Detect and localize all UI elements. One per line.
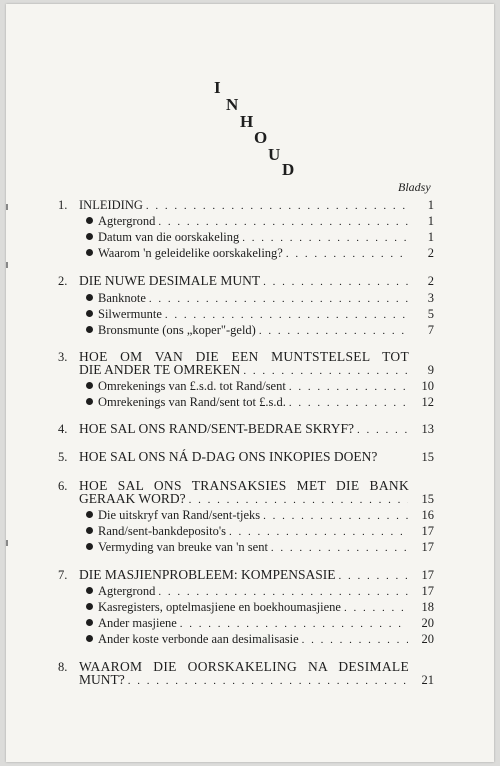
title-letter: D bbox=[282, 160, 295, 179]
leader-dots bbox=[286, 246, 408, 262]
page-number: 20 bbox=[421, 616, 434, 630]
bullet-icon bbox=[86, 326, 93, 333]
page-number: 17 bbox=[421, 524, 434, 538]
page-number: 2 bbox=[427, 274, 434, 288]
leader-dots bbox=[229, 524, 408, 540]
leader-dots bbox=[242, 230, 408, 246]
subentry-label: Banknote bbox=[98, 291, 146, 305]
page-number: 7 bbox=[427, 323, 434, 337]
subentry-label: Omrekenings van Rand/sent tot £.s.d. bbox=[98, 395, 286, 409]
toc-entry[interactable] bbox=[79, 567, 434, 583]
section-number: 5. bbox=[58, 450, 68, 464]
leader-dots bbox=[289, 379, 408, 395]
margin-mark bbox=[6, 204, 8, 210]
page-number: 3 bbox=[427, 291, 434, 305]
toc-subentry[interactable] bbox=[86, 631, 434, 647]
toc-entry[interactable] bbox=[79, 273, 434, 289]
toc-subentry[interactable] bbox=[86, 290, 434, 306]
toc-subentry[interactable] bbox=[86, 539, 434, 555]
page-column-label: Bladsy bbox=[398, 180, 431, 194]
page-number: 15 bbox=[421, 450, 434, 464]
subentry-label: Vermyding van breuke van 'n sent bbox=[98, 540, 268, 554]
section-title-line: GERAAK WORD? bbox=[79, 491, 186, 506]
bullet-icon bbox=[86, 310, 93, 317]
leader-dots bbox=[357, 422, 408, 438]
section-title: DIE MASJIENPROBLEEM: KOMPENSASIE bbox=[79, 567, 336, 582]
page-number: 17 bbox=[421, 584, 434, 598]
toc-subentry[interactable] bbox=[86, 615, 434, 631]
page-number: 12 bbox=[421, 395, 434, 409]
subentry-label: Waarom 'n geleidelike oorskakeling? bbox=[98, 246, 283, 260]
margin-mark bbox=[6, 540, 8, 546]
toc-subentry[interactable] bbox=[86, 394, 434, 410]
section-number: 1. bbox=[58, 198, 68, 212]
bullet-icon bbox=[86, 233, 93, 240]
page-number: 1 bbox=[427, 214, 434, 228]
bullet-icon bbox=[86, 543, 93, 550]
page-number: 21 bbox=[421, 673, 434, 687]
leader-dots bbox=[180, 616, 408, 632]
page-number: 18 bbox=[421, 600, 434, 614]
section-number: 6. bbox=[58, 479, 68, 493]
title-letter: H bbox=[240, 112, 254, 131]
toc-subentry[interactable] bbox=[86, 599, 434, 615]
leader-dots bbox=[158, 584, 408, 600]
page-number: 13 bbox=[421, 422, 434, 436]
bullet-icon bbox=[86, 294, 93, 301]
toc-subentry[interactable] bbox=[86, 245, 434, 261]
section-title: INLEIDING bbox=[79, 198, 143, 212]
title-letter: O bbox=[254, 128, 268, 147]
leader-dots bbox=[128, 673, 408, 689]
leader-dots bbox=[339, 568, 408, 584]
toc-subentry[interactable] bbox=[86, 306, 434, 322]
section-title-line: HOE SAL ONS TRANSAKSIES MET DIE BANK bbox=[79, 478, 409, 493]
section-title-line: DIE ANDER TE OMREKEN bbox=[79, 362, 241, 377]
subentry-label: Ander koste verbonde aan desimalisasie bbox=[98, 632, 299, 646]
bullet-icon bbox=[86, 527, 93, 534]
section-title: HOE SAL ONS RAND/SENT-BEDRAE SKRYF? bbox=[79, 421, 355, 436]
section-number: 2. bbox=[58, 274, 68, 288]
leader-dots bbox=[302, 632, 408, 648]
leader-dots bbox=[146, 198, 408, 214]
toc-entry[interactable] bbox=[79, 197, 434, 213]
page bbox=[6, 4, 494, 762]
section-title: DIE NUWE DESIMALE MUNT bbox=[79, 273, 261, 288]
section-number: 8. bbox=[58, 660, 68, 674]
toc-entry[interactable] bbox=[79, 449, 434, 465]
page-number: 17 bbox=[421, 540, 434, 554]
section-number: 7. bbox=[58, 568, 68, 582]
leader-dots bbox=[243, 363, 408, 379]
bullet-icon bbox=[86, 619, 93, 626]
section-number: 3. bbox=[58, 350, 68, 364]
page-number: 15 bbox=[421, 492, 434, 506]
subentry-label: Ander masjiene bbox=[98, 616, 177, 630]
toc-subentry[interactable] bbox=[86, 229, 434, 245]
subentry-label: Kasregisters, optelmasjiene en boekhoumasjiene bbox=[98, 600, 341, 614]
section-title: HOE SAL ONS NÁ D-DAG ONS INKOPIES DOEN? bbox=[79, 449, 378, 464]
page-number: 20 bbox=[421, 632, 434, 646]
subentry-label: Bronsmunte (ons „koper"-geld) bbox=[98, 323, 256, 337]
page-number: 1 bbox=[427, 198, 434, 212]
leader-dots bbox=[263, 508, 408, 524]
page-number: 1 bbox=[427, 230, 434, 244]
toc-subentry[interactable] bbox=[86, 583, 434, 599]
toc-entry[interactable] bbox=[79, 362, 434, 378]
toc-entry[interactable] bbox=[79, 491, 434, 507]
page-number: 2 bbox=[427, 246, 434, 260]
bullet-icon bbox=[86, 217, 93, 224]
section-title-line: MUNT? bbox=[79, 672, 125, 687]
leader-dots bbox=[149, 291, 408, 307]
leader-dots bbox=[158, 214, 408, 230]
title-letter: U bbox=[268, 145, 281, 164]
margin-mark bbox=[6, 262, 8, 268]
bullet-icon bbox=[86, 635, 93, 642]
leader-dots bbox=[259, 323, 408, 339]
leader-dots bbox=[344, 600, 408, 616]
subentry-label: Silwermunte bbox=[98, 307, 162, 321]
bullet-icon bbox=[86, 603, 93, 610]
toc-subentry[interactable] bbox=[86, 507, 434, 523]
section-number: 4. bbox=[58, 422, 68, 436]
page-number: 17 bbox=[421, 568, 434, 582]
page-number: 10 bbox=[421, 379, 434, 393]
title-letter: I bbox=[214, 78, 221, 97]
bullet-icon bbox=[86, 249, 93, 256]
page-number: 5 bbox=[427, 307, 434, 321]
bullet-icon bbox=[86, 587, 93, 594]
section-title-line: WAAROM DIE OORSKAKELING NA DESIMALE bbox=[79, 659, 409, 674]
bullet-icon bbox=[86, 382, 93, 389]
section-title-line: HOE OM VAN DIE EEN MUNTSTELSEL TOT bbox=[79, 349, 409, 364]
toc-subentry[interactable] bbox=[86, 322, 434, 338]
leader-dots bbox=[165, 307, 408, 323]
bullet-icon bbox=[86, 398, 93, 405]
leader-dots bbox=[271, 540, 408, 556]
bullet-icon bbox=[86, 511, 93, 518]
page-number: 16 bbox=[421, 508, 434, 522]
subentry-label: Rand/sent-bankdeposito's bbox=[98, 524, 226, 538]
leader-dots bbox=[189, 492, 408, 508]
subentry-label: Agtergrond bbox=[98, 584, 156, 598]
subentry-label: Die uitskryf van Rand/sent-tjeks bbox=[98, 508, 261, 522]
subentry-label: Agtergrond bbox=[98, 214, 156, 228]
subentry-label: Omrekenings van £.s.d. tot Rand/sent bbox=[98, 379, 286, 393]
toc-subentry[interactable] bbox=[86, 523, 434, 539]
title-letter: N bbox=[226, 95, 239, 114]
leader-dots bbox=[263, 274, 408, 290]
toc-subentry[interactable] bbox=[86, 213, 434, 229]
leader-dots bbox=[289, 395, 408, 411]
page-number: 9 bbox=[427, 363, 434, 377]
toc-subentry[interactable] bbox=[86, 378, 434, 394]
toc-entry[interactable] bbox=[79, 421, 434, 437]
subentry-label: Datum van die oorskakeling bbox=[98, 230, 240, 244]
toc-entry[interactable] bbox=[79, 672, 434, 688]
